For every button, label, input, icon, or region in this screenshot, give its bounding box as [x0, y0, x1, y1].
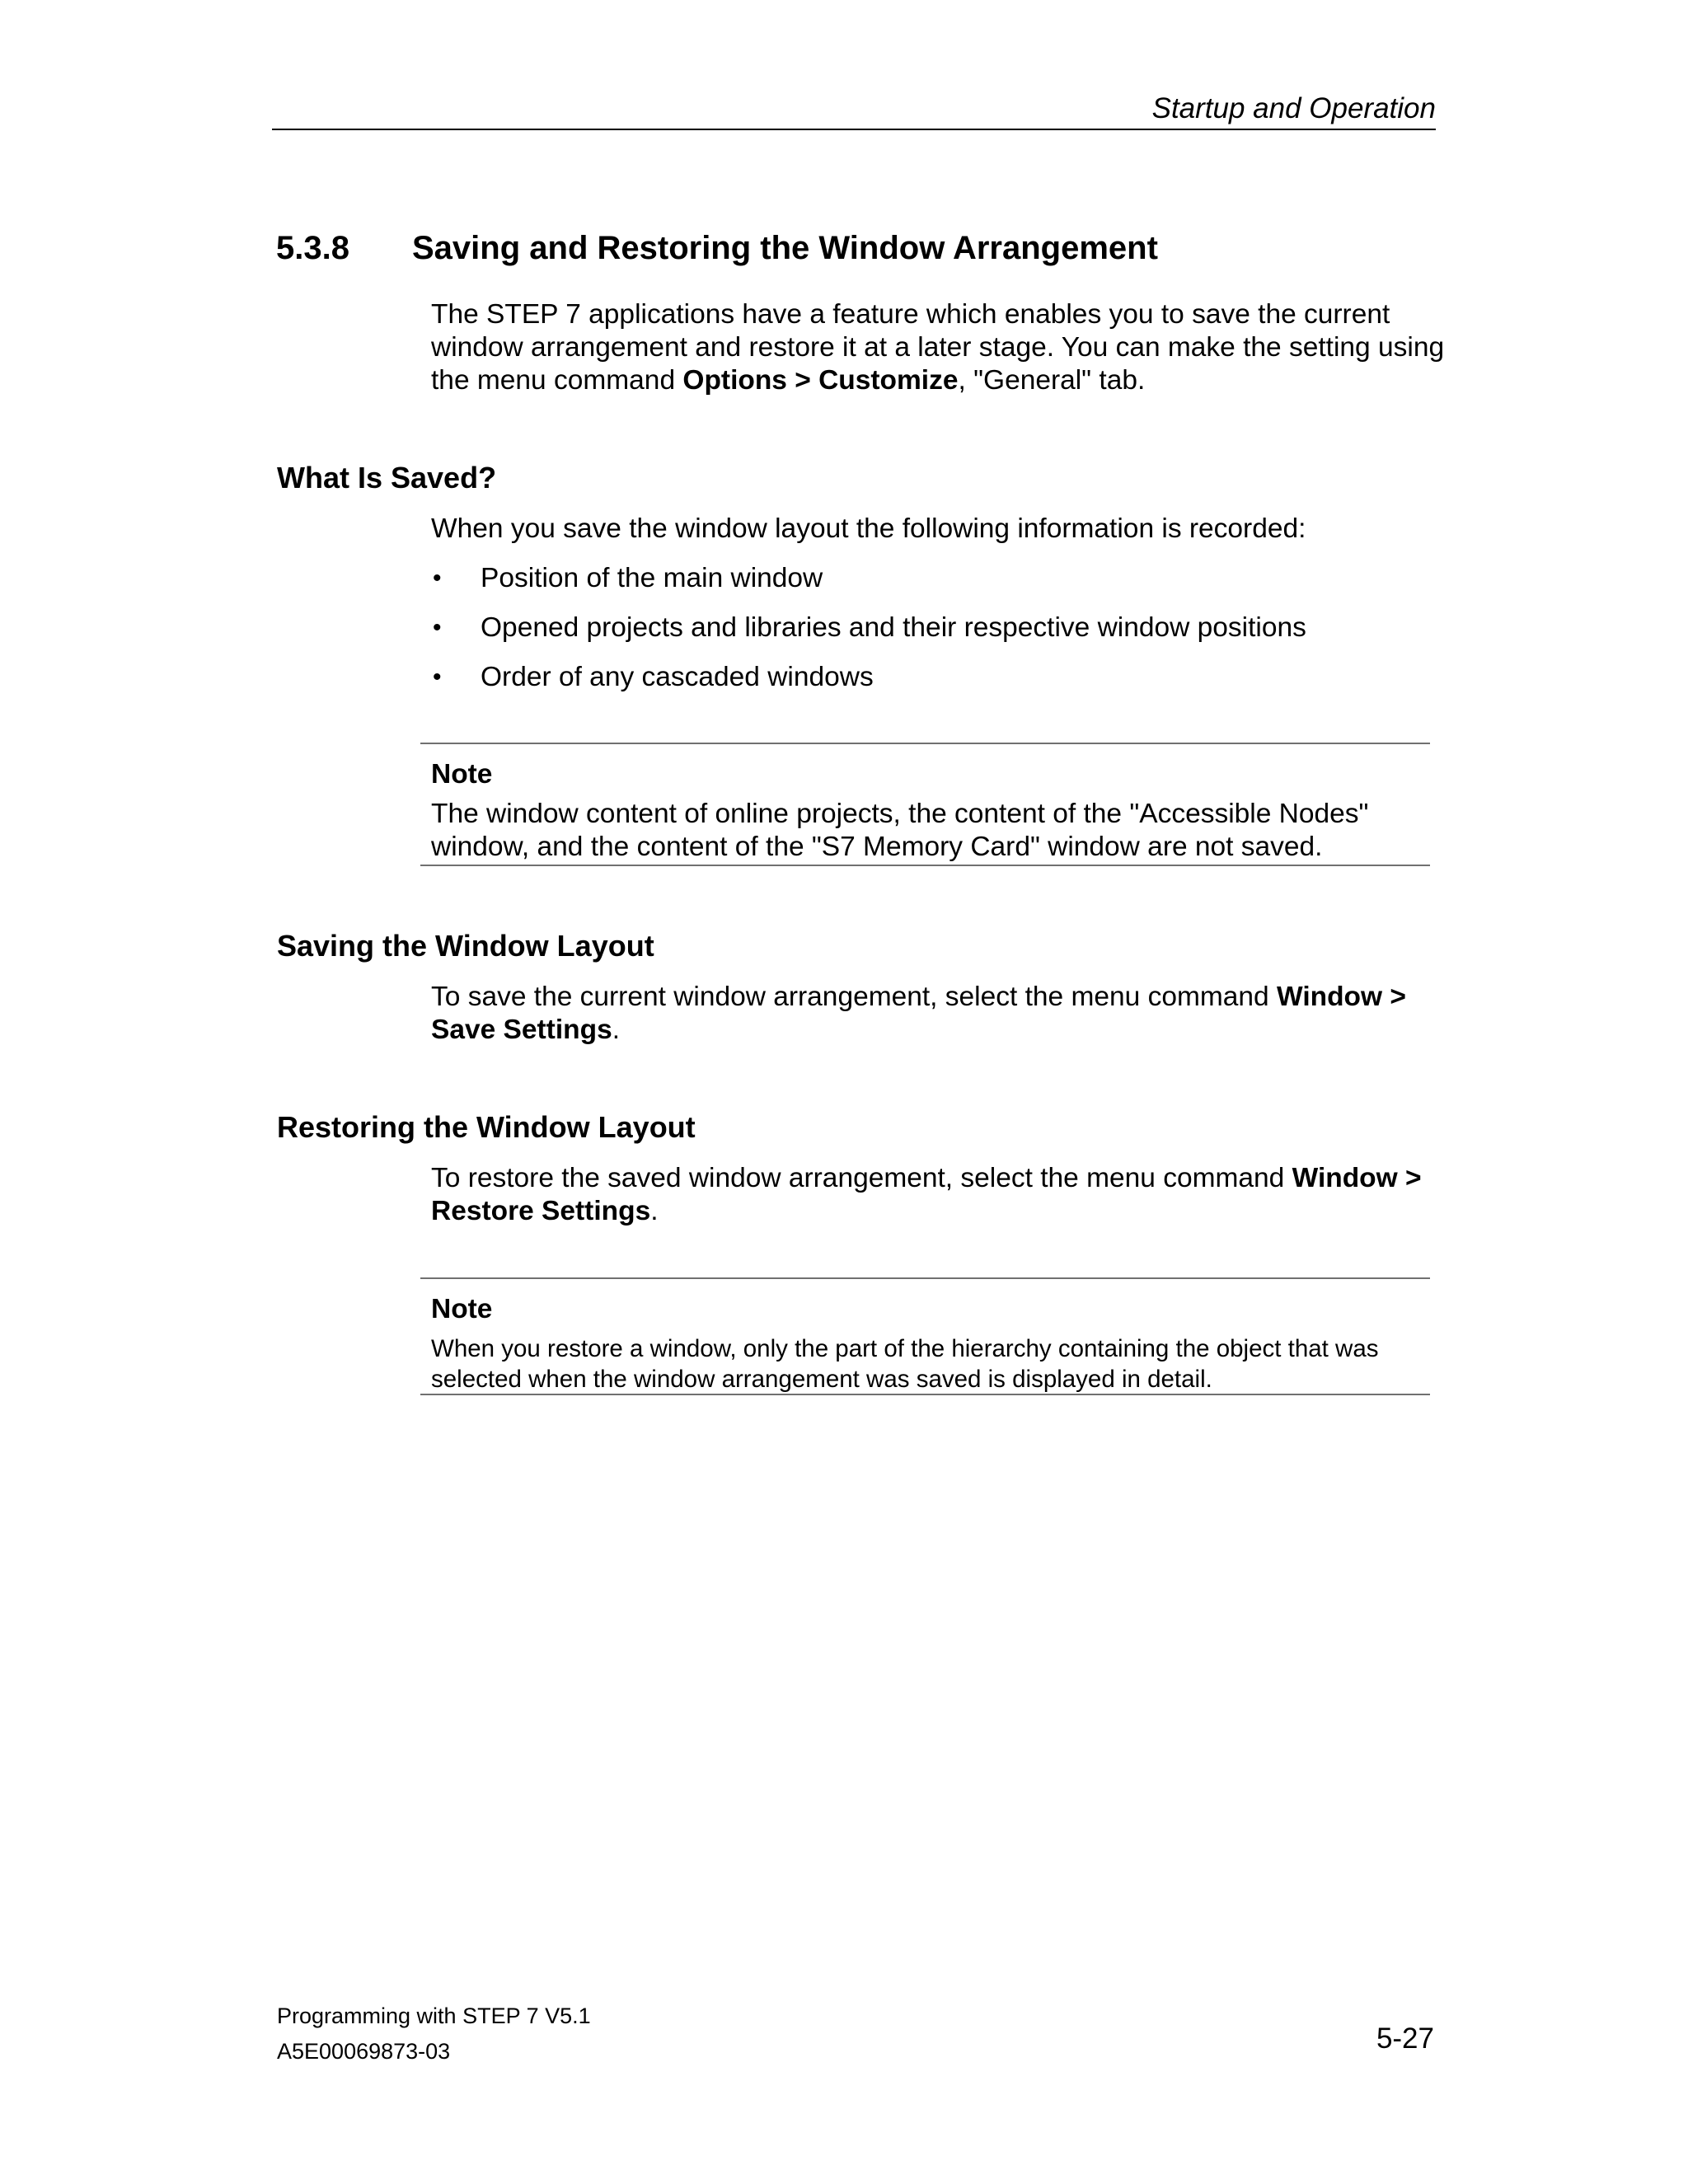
footer-doc-id: A5E00069873-03: [277, 2039, 451, 2064]
bullet-icon: •: [433, 614, 442, 641]
subheading-what-is-saved: What Is Saved?: [277, 461, 497, 494]
note-1-label: Note: [431, 759, 493, 790]
intro-text-end: , "General" tab.: [958, 365, 1146, 396]
what-is-saved-lead: When you save the window layout the following information is recorded:: [431, 513, 1306, 544]
section-number: 5.3.8: [276, 230, 349, 266]
saved-items-list: [431, 562, 1445, 710]
saving-text-end: .: [612, 1015, 621, 1045]
list-item: [431, 661, 1445, 710]
running-header: Startup and Operation: [1151, 92, 1436, 124]
list-item-text: Order of any cascaded windows: [481, 662, 874, 692]
footer-doc-title: Programming with STEP 7 V5.1: [277, 2004, 591, 2028]
list-item-text: Position of the main window: [481, 563, 823, 593]
page-number: 5-27: [1376, 2022, 1434, 2055]
intro-text: The STEP 7 applications have a feature which enables you to save the current window arrangement and restore it at a later stage. You can make the setting using the menu command: [431, 299, 1445, 396]
subheading-saving: Saving the Window Layout: [277, 929, 654, 963]
list-item: [431, 612, 1445, 661]
note-2-label: Note: [431, 1294, 493, 1324]
list-item: [431, 562, 1445, 612]
note-1-text: The window content of online projects, the content of the "Accessible Nodes" window, and the content of the "S7 Memory Card" window are not saved.: [431, 799, 1369, 862]
saving-paragraph: [431, 981, 1445, 1047]
restoring-text: To restore the saved window arrangement, select the menu command: [431, 1163, 1292, 1193]
subheading-restoring: Restoring the Window Layout: [277, 1110, 696, 1144]
bullet-icon: •: [433, 663, 442, 691]
saving-text: To save the current window arrangement, select the menu command: [431, 982, 1277, 1012]
note-2-top-rule: [420, 1277, 1430, 1279]
bullet-icon: •: [433, 565, 442, 592]
note-2-text: When you restore a window, only the part of the hierarchy containing the object that was selected when the window arrangement was saved is displayed in detail.: [431, 1335, 1379, 1393]
restoring-text-end: .: [650, 1196, 659, 1226]
header-rule: [272, 129, 1436, 130]
restoring-command: Window > Restore Settings: [431, 1163, 1422, 1226]
list-item-text: Opened projects and libraries and their respective window positions: [481, 612, 1306, 643]
intro-command: Options > Customize: [682, 365, 959, 396]
footer-document-info: [277, 1999, 591, 2069]
saving-command: Window > Save Settings: [431, 982, 1406, 1045]
note-2-bottom-rule: [420, 1394, 1430, 1395]
section-title: Saving and Restoring the Window Arrangement: [412, 230, 1158, 266]
note-1-bottom-rule: [420, 865, 1430, 866]
intro-paragraph: [431, 298, 1445, 397]
note-1-top-rule: [420, 743, 1430, 744]
restoring-paragraph: [431, 1162, 1445, 1228]
